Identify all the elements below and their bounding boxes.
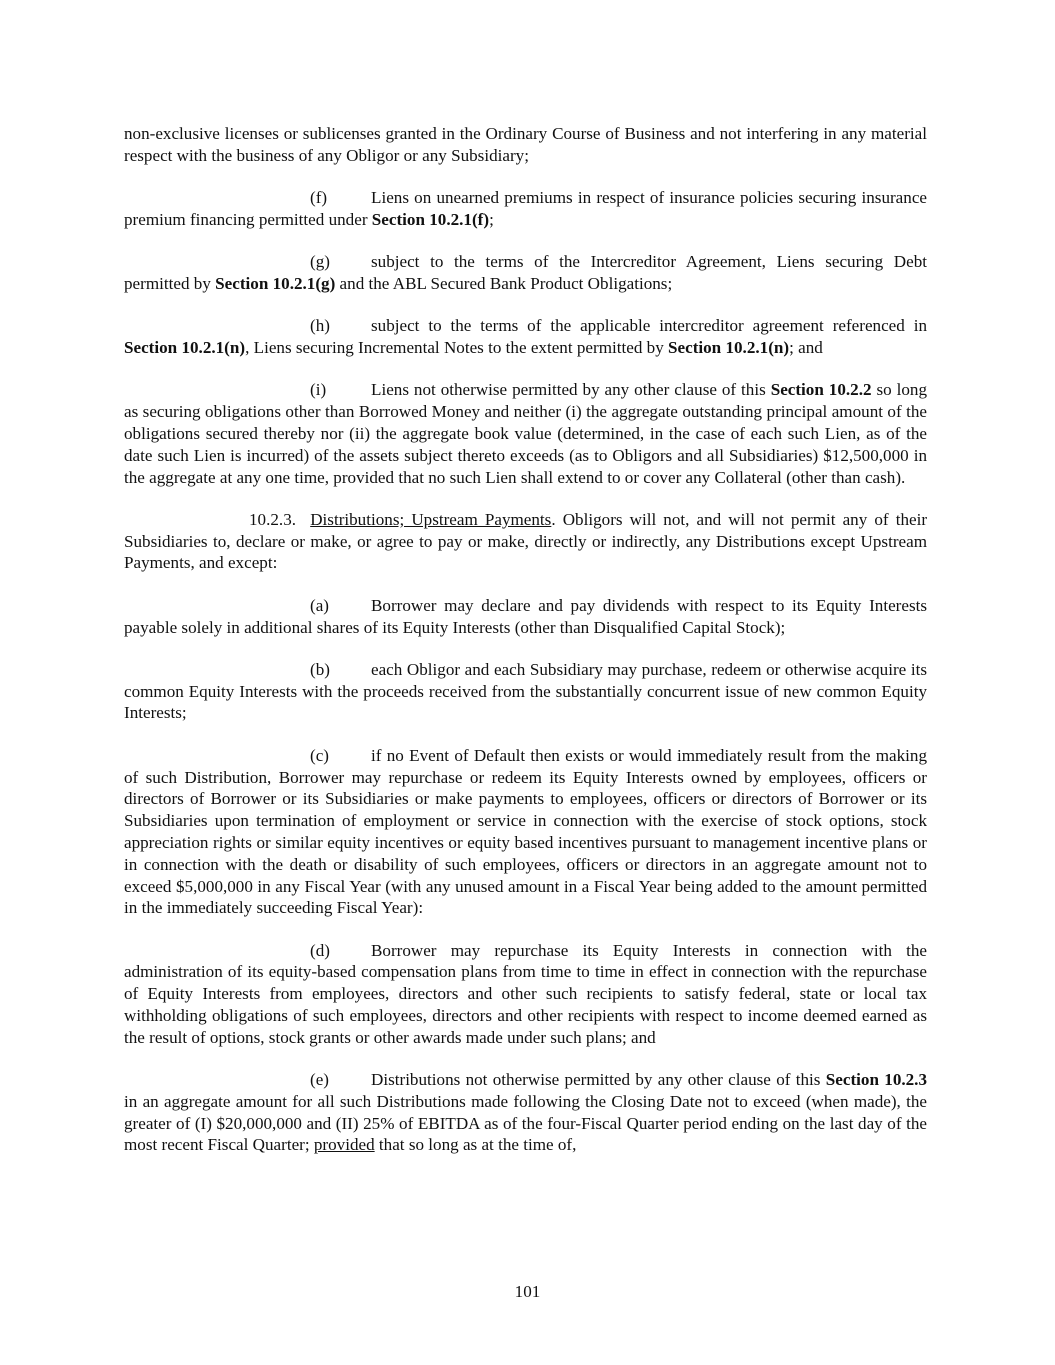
- clause-f-end: ;: [489, 209, 494, 229]
- clause-f: [124, 187, 927, 231]
- clause-c-text: if no Event of Default then exists or would immediately result from the making of such Distribution, Borrower may repurchase or redeem its Equity Interests owned by employees, officers or directors of Borrower or its Subsidiaries or make payments to employees, officers or directors of Borrower or its Subsidiaries upon termination of employment or service in connection with the exercise of stock options, stock appreciation rights or similar equity incentives or equity based incentives pursuant to management incentive plans or in connection with the death or disability of such employees, officers or directors in an aggregate amount not to exceed $5,000,000 in any Fiscal Year (with any unused amount in a Fiscal Year being added to the amount permitted in the immediately succeeding Fiscal Year):: [124, 745, 927, 918]
- clause-e-section-ref: Section 10.2.3: [825, 1070, 928, 1090]
- clause-a-text: Borrower may declare and pay dividends with respect to its Equity Interests payable solely in additional shares of its Equity Interests (other than Disqualified Capital Stock);: [124, 595, 927, 637]
- clause-f-label: (f): [310, 188, 328, 208]
- intro-text: non-exclusive licenses or sublicenses granted in the Ordinary Course of Business and not interfering in any material respect with the business of any Obligor or any Subsidiary;: [124, 124, 927, 165]
- clause-i-text: Liens not otherwise permitted by any other clause of this: [371, 380, 771, 400]
- clause-g-section-ref: Section 10.2.1(g): [215, 273, 336, 293]
- clause-e-provided: provided: [313, 1135, 375, 1155]
- clause-i-section-ref: Section 10.2.2: [770, 380, 872, 400]
- clause-e-label: (e): [310, 1070, 329, 1090]
- clause-d-text: Borrower may repurchase its Equity Interests in connection with the administration of its equity-based compensation plans from time to time in effect in connection with the repurchase of Equity Interests from employees, directors and other such recipients to satisfy federal, state or local tax withholding obligations of such employees, directors and other recipients with respect to income deemed earned as the result of options, stock grants or other awards made under such plans; and: [124, 940, 927, 1047]
- clause-e-text: Distributions not otherwise permitted by any other clause of this: [371, 1070, 826, 1090]
- clause-h-end: ; and: [789, 338, 823, 358]
- clause-c: [124, 745, 927, 919]
- section-10-2-3: [124, 509, 927, 574]
- page-number: 101: [514, 1282, 541, 1301]
- clause-i-label: (i): [310, 380, 327, 400]
- clause-h-section-ref-2: Section 10.2.1(n): [668, 338, 790, 358]
- clause-c-label: (c): [310, 745, 329, 765]
- intro-paragraph: [124, 123, 927, 167]
- clause-b-text: each Obligor and each Subsidiary may purchase, redeem or otherwise acquire its common Equity Interests with the proceeds received from the substantially concurrent issue of new common Equity Interests;: [124, 659, 927, 723]
- clause-h-section-ref-1: Section 10.2.1(n): [124, 338, 246, 358]
- clause-g: [124, 251, 927, 295]
- document-page: [124, 123, 927, 1156]
- clause-g-label: (g): [310, 252, 330, 272]
- clause-a-label: (a): [310, 595, 329, 615]
- clause-f-section-ref: Section 10.2.1(f): [371, 209, 490, 229]
- clause-h-label: (h): [310, 316, 330, 336]
- clause-b-label: (b): [310, 659, 330, 679]
- clause-d-label: (d): [310, 940, 330, 960]
- clause-b: [124, 659, 927, 724]
- clause-h-text: subject to the terms of the applicable intercreditor agreement referenced in: [371, 316, 927, 336]
- section-number: 10.2.3.: [249, 509, 297, 529]
- clause-e-mid: in an aggregate amount for all such Distributions made following the Closing Date not to exceed (when made), the greater of (I) $20,000,000 and (II) 25% of EBITDA as of the four-Fiscal Quarter period ending on the last day of the most recent Fiscal Quarter;: [124, 1091, 927, 1155]
- clause-g-text: subject to the terms of the Intercreditor Agreement, Liens securing Debt permitted by: [124, 252, 927, 293]
- clause-a: [124, 595, 927, 639]
- clause-f-text: Liens on unearned premiums in respect of insurance policies securing insurance premium financing permitted under: [124, 188, 927, 229]
- clause-h: [124, 315, 927, 359]
- clause-d: [124, 940, 927, 1049]
- clause-e: [124, 1069, 927, 1156]
- clause-i: [124, 379, 927, 488]
- clause-e-end: that so long as at the time of,: [374, 1135, 577, 1155]
- clause-i-end: so long as securing obligations other than Borrowed Money and neither (i) the aggregate outstanding principal amount of the obligations secured thereby nor (ii) the aggregate book value (determined, in the case of each such Lien, as of the date such Lien is incurred) of the assets subject thereto exceeds (as to Obligors and all Subsidiaries) $12,500,000 in the aggregate at any one time, provided that no such Lien shall extend to or cover any Collateral (other than cash).: [124, 380, 928, 487]
- section-heading: Distributions; Upstream Payments: [310, 509, 552, 529]
- clause-g-end: and the ABL Secured Bank Product Obligations;: [335, 273, 673, 293]
- section-text: . Obligors will not, and will not permit any of their Subsidiaries to, declare or make, or agree to pay or make, directly or indirectly, any Distributions except Upstream Payments, and except:: [124, 509, 928, 573]
- clause-h-mid: , Liens securing Incremental Notes to the extent permitted by: [245, 338, 669, 358]
